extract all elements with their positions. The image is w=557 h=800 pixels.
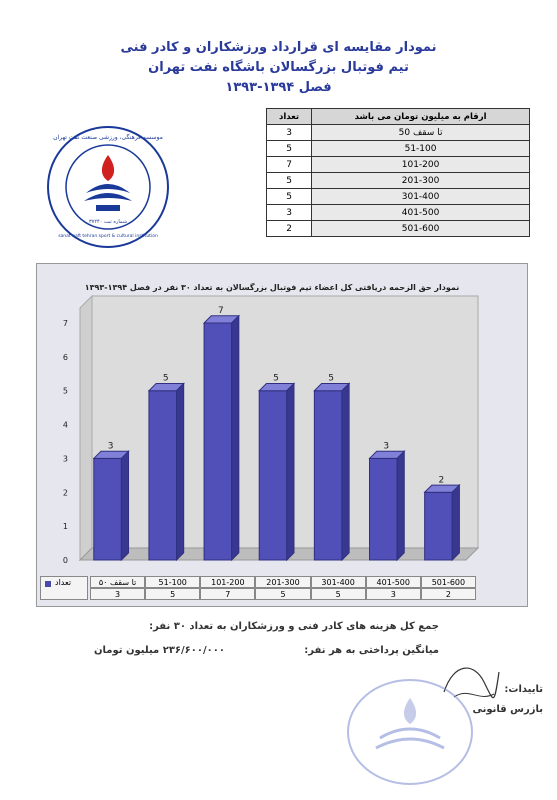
data-label: 5 [273, 373, 279, 384]
y-tick-label: 7 [62, 319, 68, 328]
chart-title: نمودار حق الزحمه دریافتی کل اعضاء تیم فوتبال بزرگسالان به تعداد ۳۰ نفر در فصل ۱۳۹۴-۱۳۹۳ [84, 283, 460, 292]
bar [149, 391, 177, 560]
data-label: 7 [217, 306, 224, 316]
total-label: جمع کل هزینه های کادر فنی و ورزشکاران به تعداد ۳۰ نفر: [149, 621, 439, 632]
value-cell: 5 [311, 588, 366, 600]
legend-swatch [45, 581, 51, 587]
x-tick-label: 301-400 [311, 576, 366, 588]
bar-side [287, 384, 294, 560]
bar [204, 323, 232, 560]
x-tick-label: تا سقف ۵۰ [90, 576, 145, 588]
season-label: فصل ۱۳۹۴-۱۳۹۳ [225, 80, 332, 95]
value-cell: 7 [200, 588, 255, 600]
approvals-label: تاییدات: [504, 684, 543, 695]
range-cell: 301-400 [312, 189, 530, 205]
x-tick-label: 401-500 [366, 576, 421, 588]
legend [40, 576, 88, 600]
y-tick-label: 0 [62, 556, 68, 565]
data-label: 2 [438, 475, 445, 486]
value-cell: 3 [366, 588, 421, 600]
bar-side [342, 384, 349, 560]
logo-reg-text: شماره ثبت ۳۷۲۴۰ [88, 219, 128, 225]
count-cell: 3 [267, 125, 312, 141]
x-tick-label: 201-300 [255, 576, 310, 588]
bar-side [177, 384, 184, 560]
range-cell: 501-600 [312, 221, 530, 237]
value-cell: 5 [145, 588, 200, 600]
x-tick-label: 51-100 [145, 576, 200, 588]
data-label: 3 [107, 441, 114, 452]
count-header: تعداد [267, 109, 312, 125]
bar-side [397, 451, 404, 560]
range-cell: 101-200 [312, 157, 530, 173]
average-value: ۲۳۶/۶۰۰/۰۰۰ میلیون تومان [94, 645, 225, 656]
y-tick-label: 4 [62, 420, 68, 430]
y-tick-label: 1 [62, 522, 68, 532]
bar-side [232, 316, 239, 560]
range-cell: تا سقف 50 [312, 125, 530, 141]
y-tick-label: 5 [62, 386, 68, 396]
value-cell: 2 [421, 588, 476, 600]
y-tick-label: 6 [62, 352, 68, 362]
count-cell: 3 [267, 205, 312, 221]
legend-label: تعداد [55, 578, 72, 587]
y-tick-label: 2 [62, 488, 68, 498]
data-label: 3 [383, 441, 390, 452]
page-subtitle: تیم فوتبال بزرگسالان باشگاه نفت تهران [148, 60, 409, 75]
x-tick-label: 501-600 [421, 576, 476, 588]
data-label: 5 [328, 373, 335, 384]
bar [425, 492, 453, 560]
logo-top-text: موسسه فرهنگی، ورزشی صنعت نفت تهران [53, 134, 163, 141]
logo-bottom-text: sanat naft tehran sport & cultural institution [58, 234, 158, 239]
value-cell: 5 [255, 588, 310, 600]
official-stamp [340, 672, 480, 792]
count-cell: 5 [267, 141, 312, 157]
value-cell: 3 [90, 588, 145, 600]
bar [314, 391, 342, 560]
count-cell: 5 [267, 189, 312, 205]
range-header: ارقام به میلیون تومان می باشد [312, 109, 530, 125]
auditor-label: بازرس قانونی [472, 704, 543, 715]
bar-side [121, 451, 128, 560]
count-cell: 5 [267, 173, 312, 189]
data-label: 5 [162, 373, 169, 384]
y-tick-label: 3 [62, 454, 68, 464]
x-tick-label: 101-200 [200, 576, 255, 588]
count-cell: 2 [267, 221, 312, 237]
range-cell: 401-500 [312, 205, 530, 221]
range-cell: 201-300 [312, 173, 530, 189]
bar-side [452, 485, 459, 560]
count-cell: 7 [267, 157, 312, 173]
page-title: نمودار مقایسه ای قرارداد ورزشکاران و کادر فنی [120, 40, 437, 55]
chart-side-wall [80, 296, 92, 560]
bar [370, 458, 398, 560]
average-label: میانگین پرداختی به هر نفر: [304, 645, 439, 656]
bar [259, 391, 287, 560]
bar [94, 458, 122, 560]
range-cell: 51-100 [312, 141, 530, 157]
